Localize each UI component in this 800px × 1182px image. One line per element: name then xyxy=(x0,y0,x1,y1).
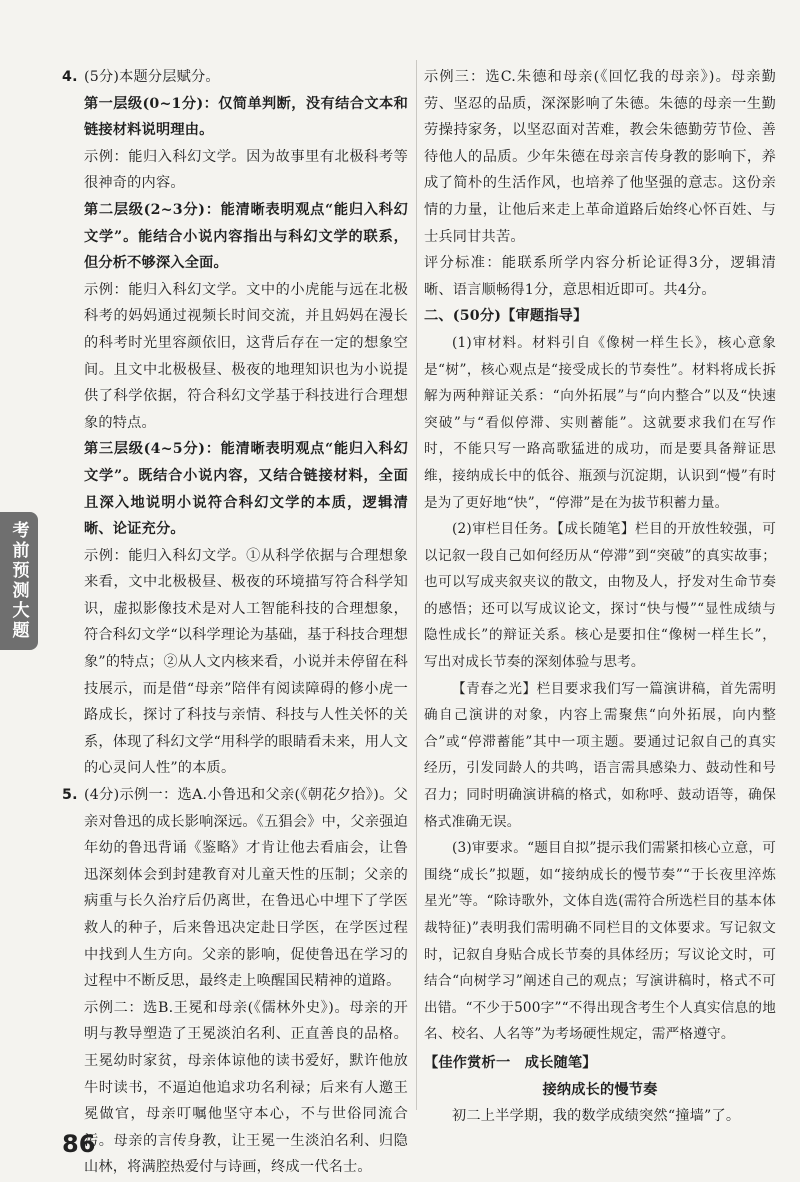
question-4-number: 4. xyxy=(62,69,78,85)
q4-intro: (5分)本题分层赋分。 xyxy=(84,69,220,85)
column-divider xyxy=(416,60,417,1110)
side-tab-label: 考前预测大题 xyxy=(8,521,29,641)
q4-example1: 示例：能归入科幻文学。因为故事里有北极科考等很神奇的内容。 xyxy=(84,148,408,192)
q4-example3: 示例：能归入科幻文学。①从科学依据与合理想象来看，文中北极极昼、极夜的环境描写符合科学知识，虚拟影像技术是对人工智能科技的合理想象，符合科幻文学“以科学理论为基础，基于科技合理想象”的特点；②从人文内核来看，小说并未停留在科技展示，而是借“母亲”陪伴有阅读障碍的修小虎一路成长，探讨了科技与亲情、科技与人性关怀的关系，体现了科幻文学“用科学的眼睛看未来，用人文的心灵问人性”的本质。 xyxy=(84,547,408,777)
q5-example2: 示例二：选B.王冕和母亲(《儒林外史》)。母亲的开明与教导塑造了王冕淡泊名利、正直善良的品格。王冕幼时家贫，母亲体谅他的读书爱好，默许他放牛时读书，不逼迫他追求功名利禄；后来有人邀王冕做官，母亲叮嘱他坚守本心，不与世俗同流合污。母亲的言传身教，让王冕一生淡泊名利、归隐山林，将满腔热爱付与诗画，终成一代名士。 xyxy=(84,999,408,1176)
essay-title: 接纳成长的慢节奏 xyxy=(542,1081,658,1098)
guide-speech: 【青春之光】栏目要求我们写一篇演讲稿，首先需明确自己演讲的对象，内容上需聚焦“向外拓展，向内整合”或“停滞蓄能”其中一项主题。要通过记叙自己的真实经历，引发同龄人的共鸣，语言需具感染力、鼓动性和号召力；同时明确演讲稿的格式，如称呼、鼓动语等，确保格式准确无误。 xyxy=(424,680,776,830)
q4-example2: 示例：能归入科幻文学。文中的小虎能与远在北极科考的妈妈通过视频长时间交流，并且妈妈在漫长的科考时光里容颜依旧，这背后存在一定的想象空间。且文中北极极昼、极夜的地理知识也为小说提供了科学依据，符合科幻文学基于科技进行合理想象的特点。 xyxy=(84,281,408,431)
q4-level3: 第三层级(4~5分)：能清晰表明观点“能归入科幻文学”。既结合小说内容，又结合链接材料，全面且深入地说明小说符合科幻文学的本质，逻辑清晰、论证充分。 xyxy=(84,441,408,538)
q5-example1: (4分)示例一：选A.小鲁迅和父亲(《朝花夕拾》)。父亲对鲁迅的成长影响深远。《五猖会》中，父亲强迫年幼的鲁迅背诵《鉴略》才肯让他去看庙会，让鲁迅深刻体会到封建教育对儿童天性的压制；父亲的病重与长久治疗后仍离世，在鲁迅心中埋下了学医救人的种子，后来鲁迅决定赴日学医，在学医过程中找到人生方向。父亲的影响，促使鲁迅在学习的过程中不断反思，最终走上唤醒国民精神的道路。 xyxy=(84,787,408,990)
essay-first-line: 初二上半学期，我的数学成绩突然“撞墙”了。 xyxy=(452,1108,741,1125)
guide-column-task: (2)审栏目任务。【成长随笔】栏目的开放性较强，可以记叙一段自己如何经历从“停滞”到“突破”的真实故事；也可以写成夹叙夹议的散文，由物及人，抒发对生命节奏的感悟；还可以写成议论文，探讨“快与慢”“显性成绩与隐性成长”的辩证关系。核心是要扣住“像树一样生长”，写出对成长节奏的深刻体验与思考。 xyxy=(424,521,776,671)
q4-level1: 第一层级(0~1分)：仅简单判断，没有结合文本和链接材料说明理由。 xyxy=(84,95,408,139)
side-tab xyxy=(0,512,38,650)
question-5-number: 5. xyxy=(62,787,78,804)
section-2-heading: 二、(50分)【审题指导】 xyxy=(424,308,588,325)
page-number: 86 xyxy=(62,1130,96,1158)
question-4 xyxy=(62,64,408,782)
writing-guide xyxy=(424,330,776,1048)
right-column xyxy=(424,64,776,1130)
left-column xyxy=(62,64,408,1181)
q4-level2: 第二层级(2~3分)：能清晰表明观点“能归入科幻文学”。能结合小说内容指出与科幻文学的联系，但分析不够深入全面。 xyxy=(84,201,408,272)
question-5 xyxy=(62,782,408,1181)
q5-example3: 示例三：选C.朱德和母亲(《回忆我的母亲》)。母亲勤劳、坚忍的品质，深深影响了朱德。朱德的母亲一生勤劳操持家务，以坚忍面对苦难，教会朱德勤劳节俭、善待他人的品质。少年朱德在母亲言传身教的影响下，养成了简朴的生活作风，也培养了他坚强的意志。这份亲情的力量，让他后来走上革命道路后始终心怀百姓、与士兵同甘共苦。 xyxy=(424,69,776,245)
appreciation-heading: 【佳作赏析一 成长随笔】 xyxy=(424,1054,597,1071)
guide-material: (1)审材料。材料引自《像树一样生长》，核心意象是“树”，核心观点是“接受成长的节奏性”。材料将成长拆解为两种辩证关系：“向外拓展”与“向内整合”以及“快速突破”与“看似停滞、实则蓄能”。这就要求我们在写作时，不能只写一路高歌猛进的成功，而是要具备辩证思维，接纳成长中的低谷、瓶颈与沉淀期，认识到“慢”有时是为了更好地“快”，“停滞”是在为拔节积蓄力量。 xyxy=(424,334,776,511)
guide-requirements: (3)审要求。“题目自拟”提示我们需紧扣核心立意，可围绕“成长”拟题，如“接纳成长的慢节奏”“于长夜里淬炼星光”等。“除诗歌外，文体自选(需符合所选栏目的基本体裁特征)”表明我们需明确不同栏目的文体要求。写记叙文时，记叙自身贴合成长节奏的具体经历；写议论文时，可结合“向树学习”阐述自己的观点；写演讲稿时，格式不可出错。“不少于500字”“不得出现含考生个人真实信息的地名、校名、人名等”为考场硬性规定，需严格遵守。 xyxy=(424,840,776,1043)
scoring-criteria: 评分标准：能联系所学内容分析论证得3分，逻辑清晰、语言顺畅得1分，意思相近即可。共4分。 xyxy=(424,255,776,298)
